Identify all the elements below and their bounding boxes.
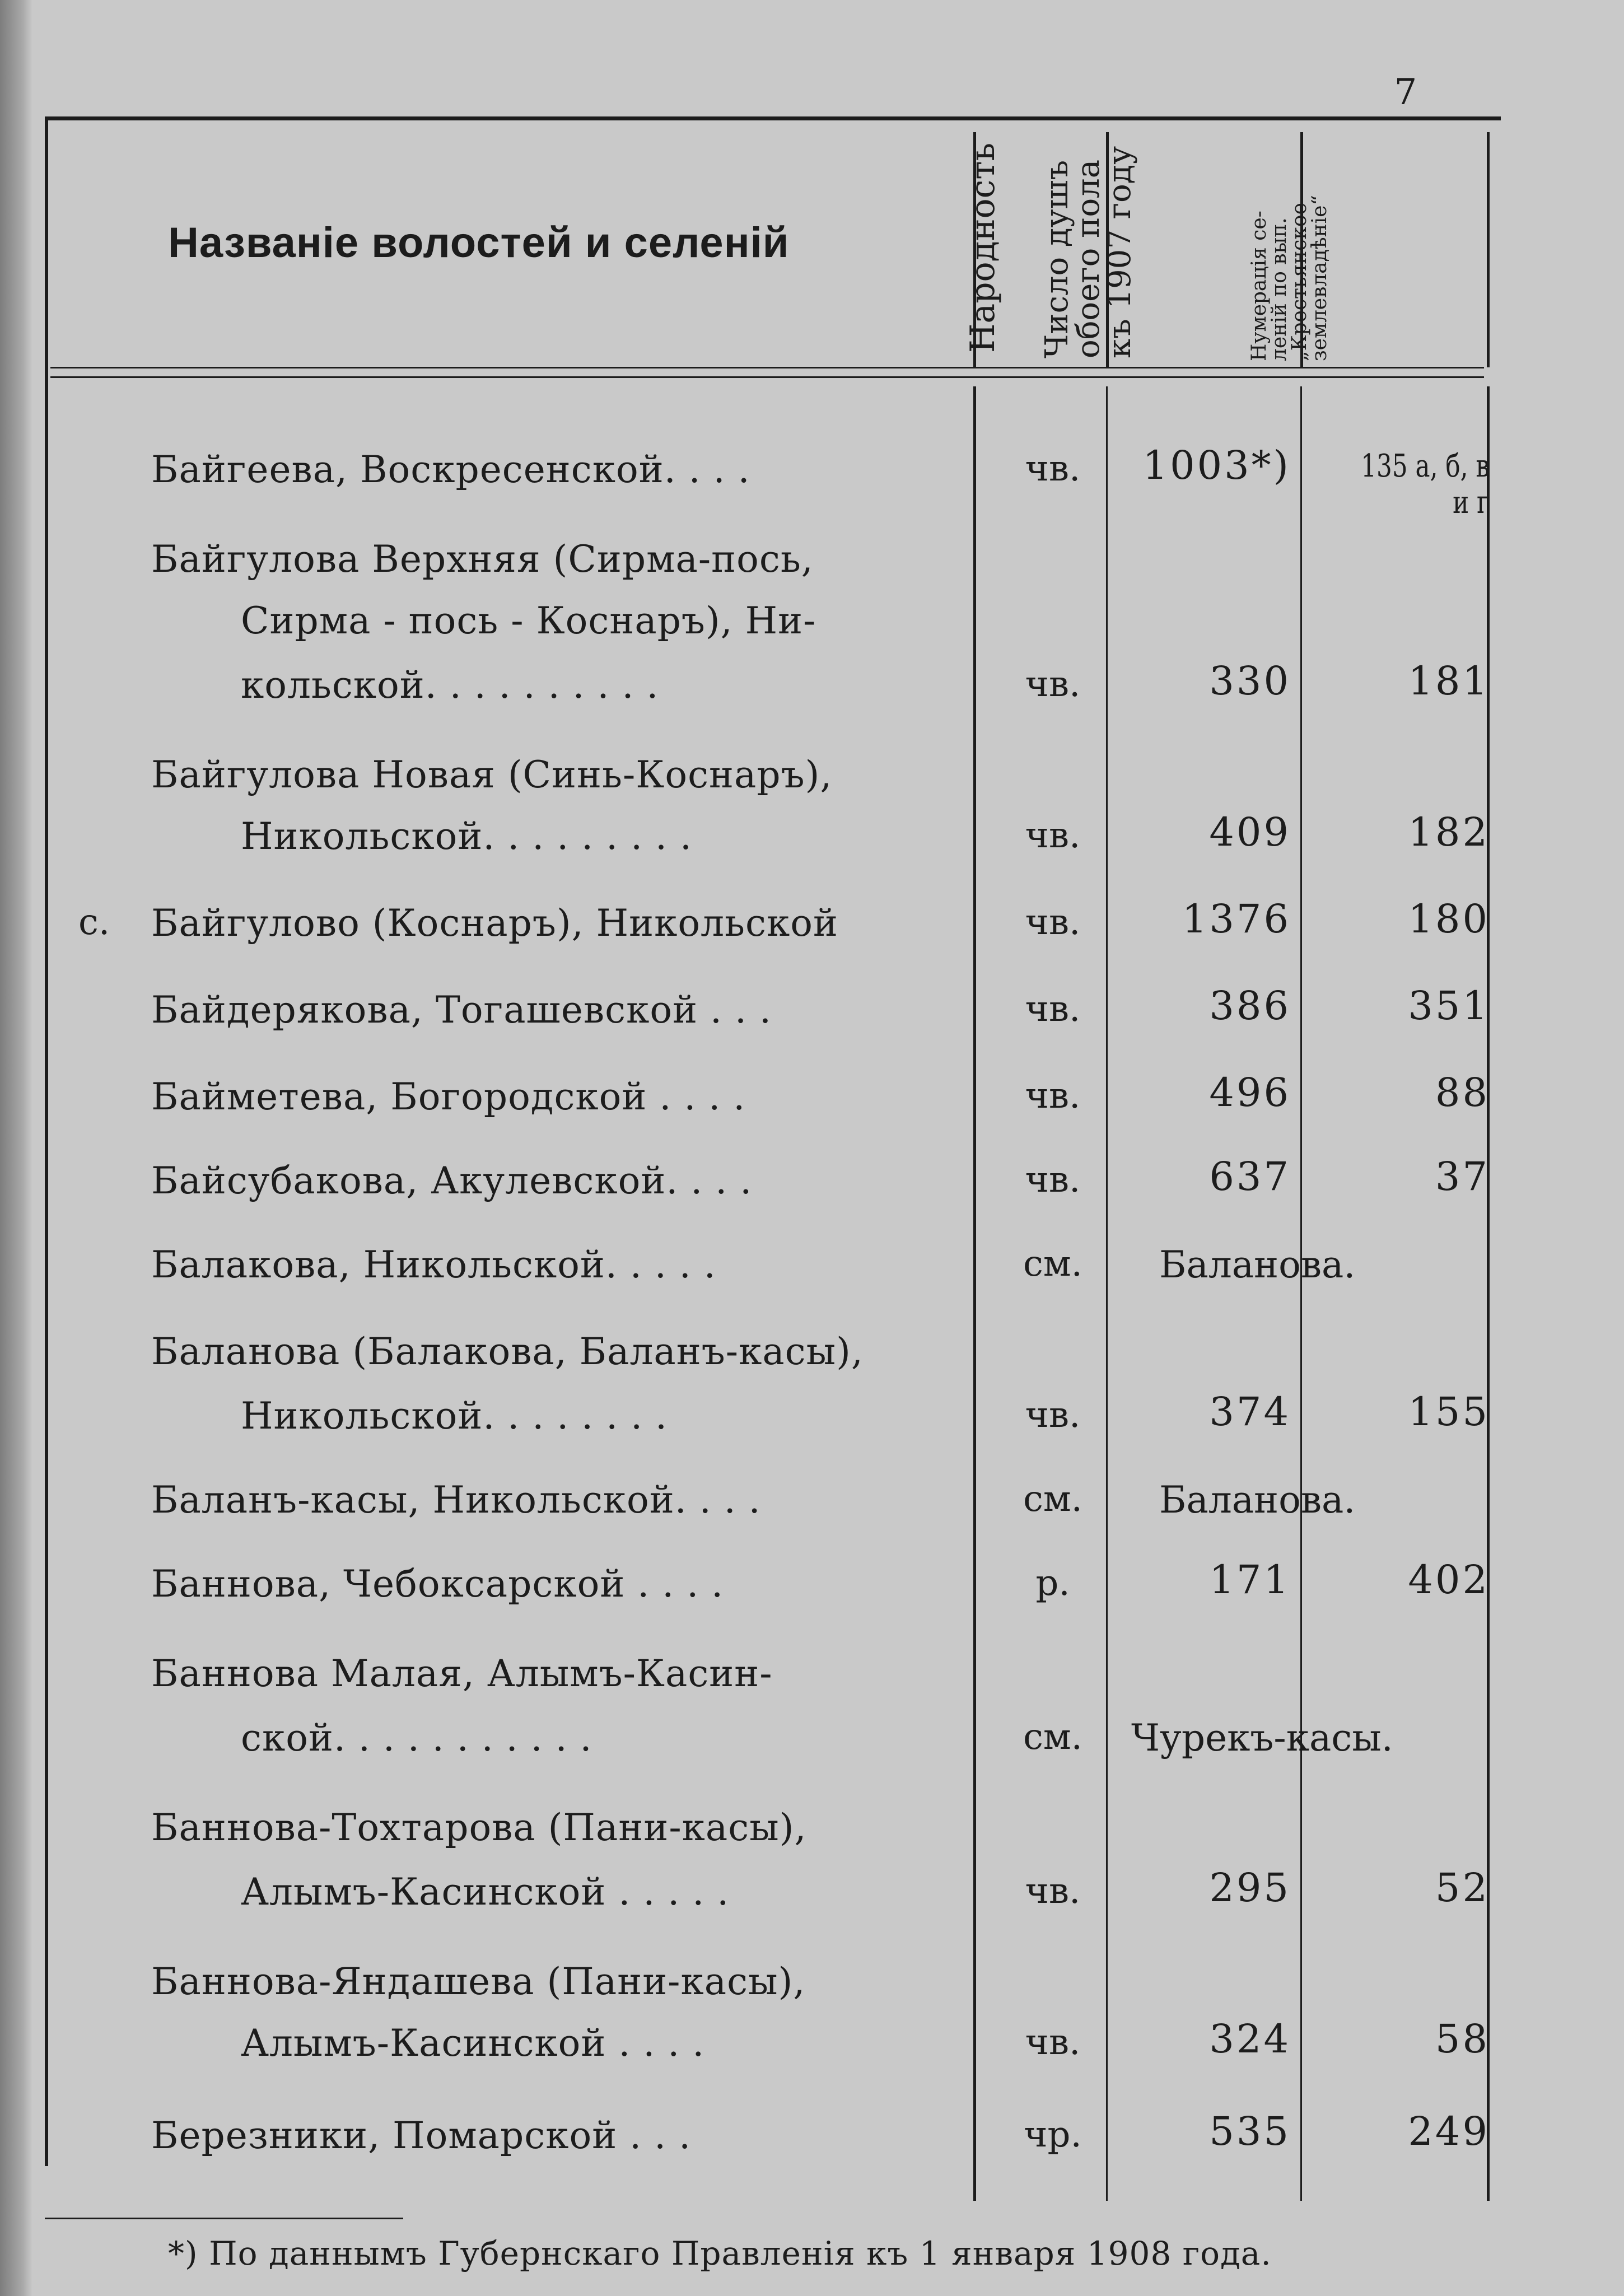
population: 409: [1209, 809, 1291, 855]
nationality: см.: [1023, 1716, 1082, 1758]
numbering: 180: [1408, 896, 1490, 942]
numbering: 37: [1435, 1154, 1490, 1200]
population: 535: [1209, 2108, 1291, 2154]
population: 171: [1209, 1557, 1291, 1603]
settlement-name: Алымъ-Касинской . . . .: [241, 2022, 705, 2065]
settlement-name: Алымъ-Касинской . . . . .: [241, 1870, 730, 1914]
settlement-name: Баланъ-касы, Никольской. . . .: [151, 1478, 761, 1522]
population: 1376: [1182, 896, 1291, 942]
population: 295: [1209, 1865, 1291, 1911]
cross-reference: Баланова.: [1159, 1243, 1356, 1286]
column-divider: [1487, 132, 1490, 367]
settlement-name: Баннова-Яндашева (Пани-касы),: [151, 1960, 806, 2003]
page-binding-edge: [0, 0, 32, 2296]
nationality: чв.: [1025, 448, 1081, 489]
nationality: чв.: [1025, 902, 1081, 943]
settlement-name: Байсубакова, Акулевской. . . .: [151, 1159, 753, 1202]
numbering: 182: [1408, 809, 1490, 855]
population: 374: [1209, 1389, 1291, 1435]
numbering: 88: [1435, 1070, 1490, 1116]
population: 324: [1209, 2016, 1291, 2062]
nationality: чв.: [1025, 1075, 1081, 1117]
settlement-name: Байдерякова, Тогашевской . . .: [151, 988, 772, 1032]
header-separator: [50, 367, 1484, 368]
population: 330: [1209, 658, 1291, 704]
cross-reference: Баланова.: [1159, 1478, 1356, 1522]
population: 1003*): [1142, 442, 1291, 488]
settlement-name: Баннова-Тохтарова (Пани-касы),: [151, 1806, 807, 1849]
header-name-column: Названiе волостей и селенiй: [168, 219, 790, 267]
numbering: 155: [1408, 1389, 1490, 1435]
settlement-name: Байгулова Новая (Синь-Коснаръ),: [151, 753, 833, 796]
numbering: 402: [1408, 1557, 1490, 1603]
nationality: чв.: [1025, 2022, 1081, 2063]
settlement-name: Баланова (Балакова, Баланъ-касы),: [151, 1330, 864, 1373]
cross-reference: Чурекъ-касы.: [1131, 1716, 1393, 1760]
settlement-name: Березники, Помарской . . .: [151, 2114, 692, 2157]
nationality: чв.: [1025, 815, 1081, 856]
settlement-type-prefix: с.: [78, 902, 110, 943]
header-separator-double: [50, 376, 1484, 378]
numbering: 249: [1408, 2108, 1490, 2154]
nationality: чв.: [1025, 1870, 1081, 1912]
nationality: чр.: [1024, 2114, 1082, 2155]
nationality: см.: [1023, 1243, 1082, 1285]
settlement-name: Байметева, Богородской . . . .: [151, 1075, 746, 1118]
settlement-name: Никольской. . . . . . . .: [241, 1394, 668, 1438]
table-top-border: [45, 116, 1501, 120]
settlement-name: Балакова, Никольской. . . . .: [151, 1243, 716, 1286]
numbering: 181: [1408, 658, 1490, 704]
nationality: чв.: [1025, 1159, 1081, 1201]
column-divider: [1106, 386, 1108, 2201]
settlement-name: Сирма - пось - Коснаръ), Ни-: [241, 599, 816, 642]
settlement-name: Байгеева, Воскресенской. . . .: [151, 448, 750, 491]
settlement-name: кольской. . . . . . . . . .: [241, 664, 659, 707]
numbering: 58: [1435, 2016, 1490, 2062]
numbering: 52: [1435, 1865, 1490, 1911]
column-divider: [1300, 386, 1302, 2201]
settlement-name: Байгулово (Коснаръ), Никольской: [151, 902, 838, 945]
population: 496: [1209, 1070, 1291, 1116]
numbering: 351: [1408, 983, 1490, 1029]
column-divider: [973, 386, 976, 2201]
footnote: *) По даннымъ Губернскаго Правленiя къ 1 января 1908 года.: [168, 2234, 1272, 2272]
nationality: чв.: [1025, 1394, 1081, 1436]
population: 637: [1209, 1154, 1291, 1200]
nationality: р.: [1035, 1562, 1070, 1604]
page-number: 7: [1394, 72, 1417, 113]
settlement-name: Баннова Малая, Алымъ-Касин-: [151, 1652, 773, 1695]
footnote-rule: [45, 2218, 403, 2219]
numbering: 135 а, б, в и г: [1361, 448, 1490, 521]
settlement-name: ской. . . . . . . . . . .: [241, 1716, 592, 1760]
nationality: см.: [1023, 1478, 1082, 1520]
settlement-name: Никольской. . . . . . . . .: [241, 815, 692, 858]
settlement-name: Баннова, Чебоксарской . . . .: [151, 1562, 724, 1606]
population: 386: [1209, 983, 1291, 1029]
settlement-name: Байгулова Верхняя (Сирма-пось,: [151, 538, 814, 581]
table-left-border: [45, 116, 48, 2166]
nationality: чв.: [1025, 988, 1081, 1030]
nationality: чв.: [1025, 664, 1081, 705]
